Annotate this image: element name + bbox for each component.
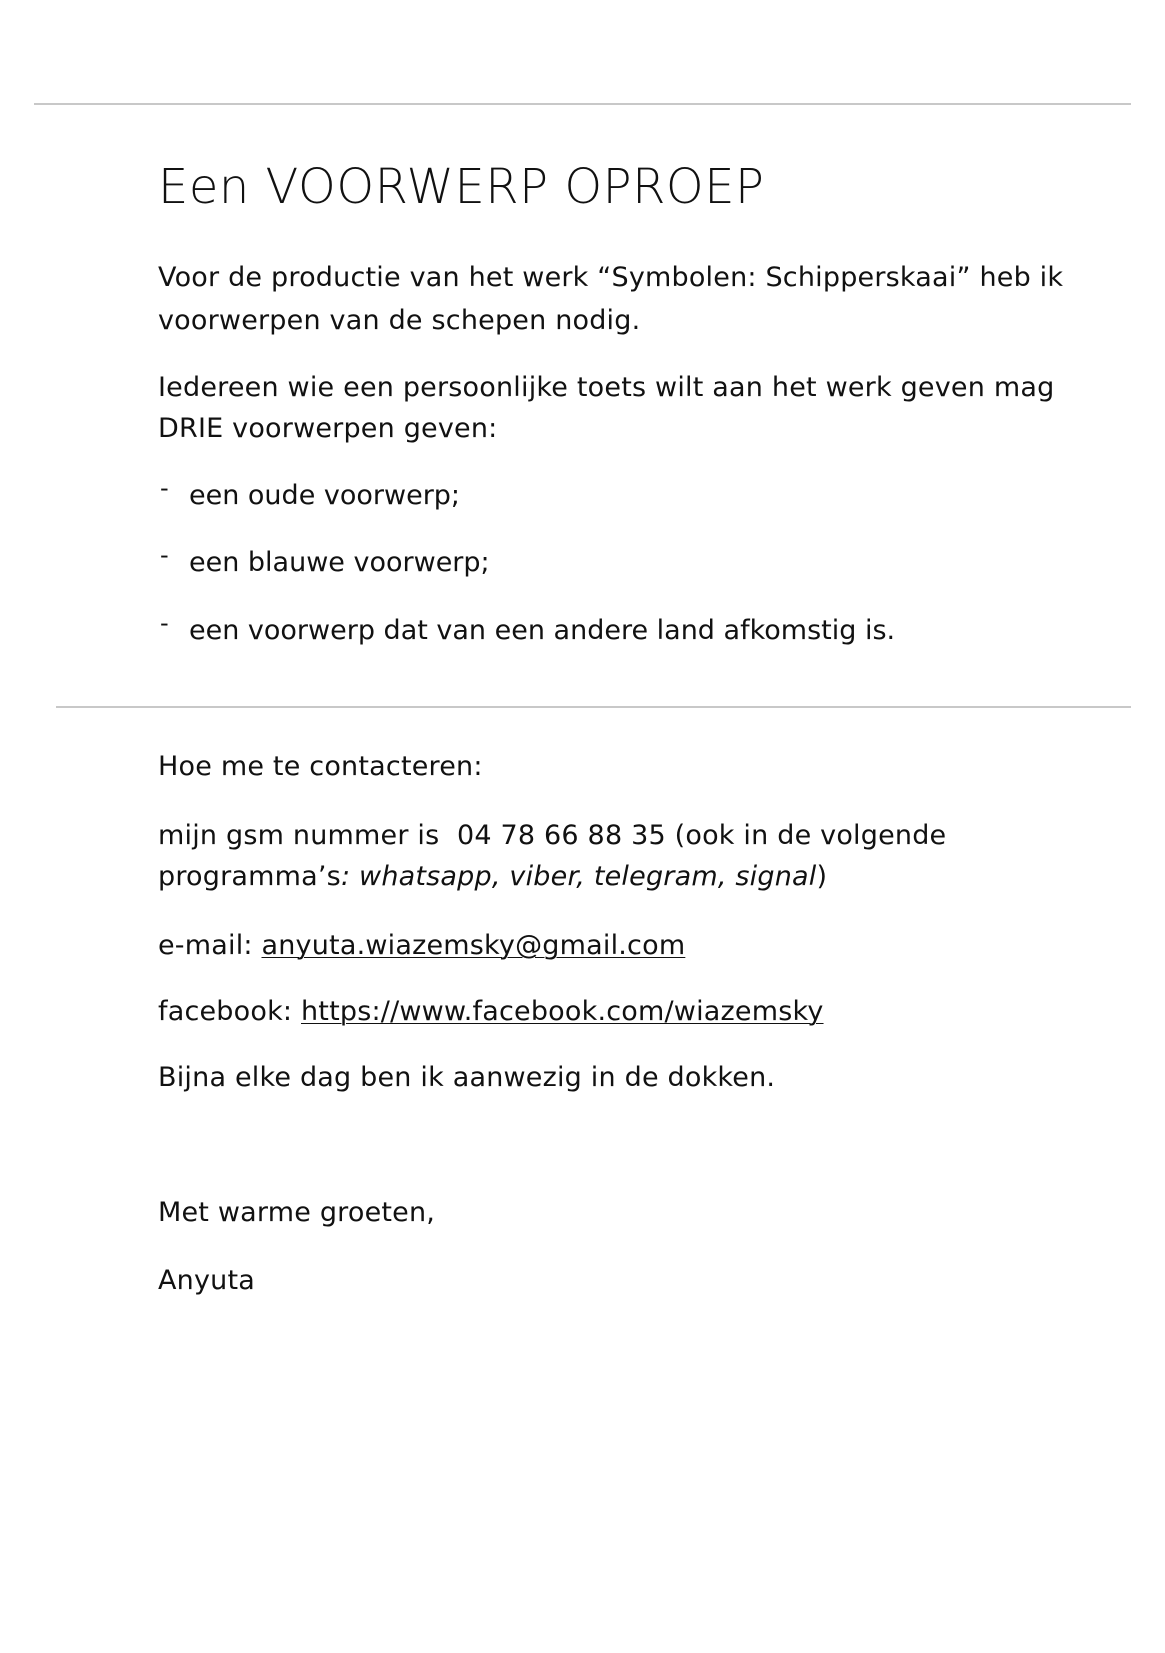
intro-line-1: Voor de productie van het werk “Symbolen: Schipperskaai” heb ik: [158, 262, 1064, 293]
top-divider: [34, 103, 1131, 105]
list-marker: -: [160, 609, 169, 637]
phone-apps: : whatsapp, viber, telegram, signal: [340, 861, 817, 892]
facebook-line: [158, 991, 824, 1033]
list-item-text: een blauwe voorwerp;: [189, 547, 490, 578]
closing: Met warme groeten,: [158, 1197, 436, 1228]
middle-divider: [56, 706, 1131, 708]
intro-line-2: voorwerpen van de schepen nodig.: [158, 305, 641, 336]
signature: Anyuta: [158, 1265, 256, 1296]
list-marker: -: [160, 474, 169, 502]
email-link[interactable]: anyuta.wiazemsky@gmail.com: [261, 930, 686, 961]
invite-line-1: Iedereen wie een persoonlijke toets wilt aan het werk geven mag: [158, 372, 1055, 403]
list-item-text: een voorwerp dat van een andere land afkomstig is.: [189, 615, 896, 646]
contact-heading: Hoe me te contacteren:: [158, 751, 483, 782]
phone-apps-prefix: programma’s: [158, 861, 341, 892]
list-item-text: een oude voorwerp;: [189, 480, 461, 511]
list-marker: -: [160, 541, 169, 569]
presence-note: Bijna elke dag ben ik aanwezig in de dokken.: [158, 1062, 776, 1093]
phone-line-2: [158, 856, 827, 898]
email-line: [158, 925, 685, 967]
invite-line-2: DRIE voorwerpen geven:: [158, 413, 498, 444]
facebook-link[interactable]: https://www.facebook.com/wiazemsky: [301, 996, 824, 1027]
facebook-label: facebook:: [158, 996, 301, 1027]
phone-line-1: mijn gsm nummer is 04 78 66 88 35 (ook in de volgende: [158, 820, 947, 851]
email-label: e-mail:: [158, 930, 262, 961]
page-title: Een VOORWERP OPROEP: [158, 159, 765, 215]
phone-apps-suffix: ): [816, 861, 828, 892]
